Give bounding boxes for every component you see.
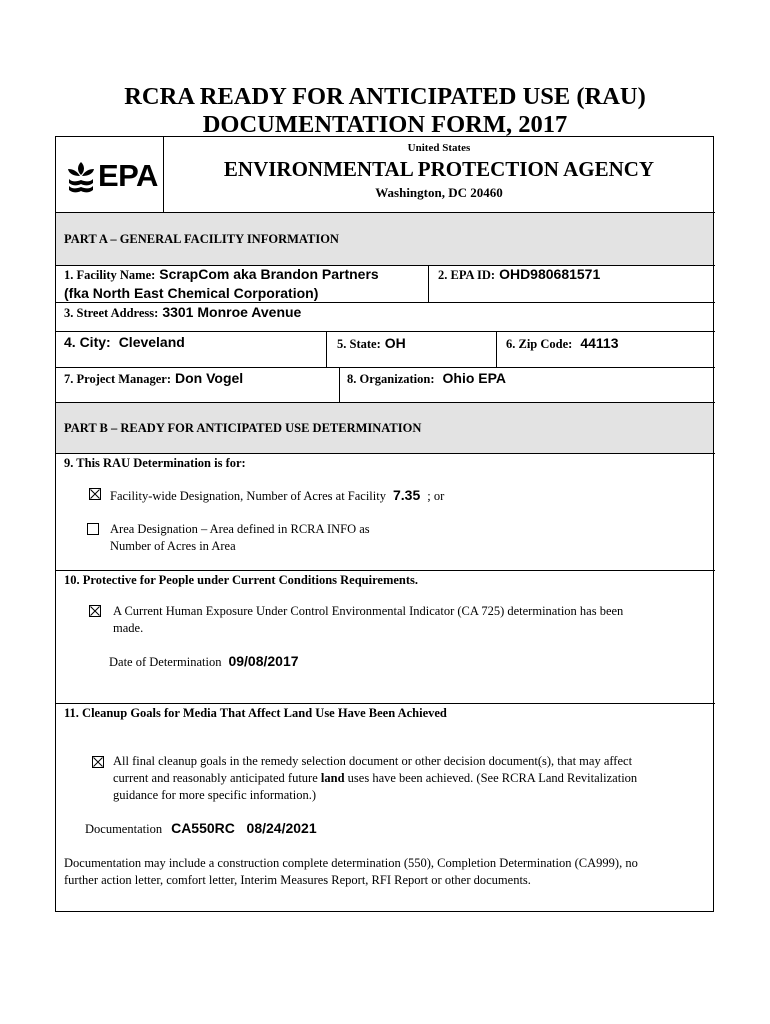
- street-address-field: [64, 304, 301, 322]
- part-b-heading: PART B – READY FOR ANTICIPATED USE DETERMINATION: [64, 421, 422, 435]
- agency-location: Washington, DC 20460: [375, 185, 503, 200]
- divider: [55, 212, 715, 213]
- epa-logo-text: EPA: [98, 158, 158, 193]
- city-field: [64, 334, 185, 352]
- epa-id-label: 2. EPA ID:: [438, 268, 496, 282]
- state-label: 5. State:: [337, 337, 381, 351]
- organization-field: [347, 370, 506, 388]
- facility-acres-value: 7.35: [392, 487, 421, 503]
- cleanup-goals-text: All final cleanup goals in the remedy selection document or other decision document(s), that may affect: [113, 754, 633, 768]
- area-designation-checkbox[interactable]: [87, 523, 99, 535]
- facility-wide-suffix: ; or: [427, 489, 445, 503]
- documentation-label: Documentation: [85, 822, 163, 836]
- organization-value: Ohio EPA: [442, 370, 507, 386]
- city-value: Cleveland: [118, 334, 185, 350]
- city-label: 4. City:: [64, 334, 111, 350]
- state-field: [337, 335, 406, 353]
- divider: [339, 367, 340, 402]
- form-title-line-1: RCRA READY FOR ANTICIPATED USE (RAU): [124, 83, 646, 110]
- facility-name-field: [64, 266, 379, 284]
- divider: [55, 453, 715, 454]
- country-text: United States: [407, 142, 471, 154]
- epa-id-field: [438, 266, 600, 284]
- divider: [55, 302, 715, 303]
- divider: [326, 331, 327, 367]
- agency-name: ENVIRONMENTAL PROTECTION AGENCY: [223, 157, 655, 181]
- cleanup-goals-text-a: current and reasonably anticipated future: [113, 771, 318, 785]
- cleanup-goals-text-b: uses have been achieved. (See RCRA Land Revitalization: [347, 771, 638, 785]
- documentation-field: [85, 820, 317, 838]
- facility-wide-option: [110, 487, 444, 505]
- area-acres-text: Number of Acres in Area: [110, 539, 236, 553]
- determination-date-field: [109, 653, 299, 671]
- project-manager-label: 7. Project Manager:: [64, 372, 172, 386]
- q10-label: 10. Protective for People under Current Conditions Requirements.: [64, 573, 419, 587]
- zip-value: 44113: [580, 335, 619, 351]
- q9-label: 9. This RAU Determination is for:: [64, 456, 246, 470]
- divider: [428, 265, 429, 302]
- documentation-note-cont: further action letter, comfort letter, Interim Measures Report, RFI Report or other documents.: [64, 873, 531, 887]
- project-manager-value: Don Vogel: [175, 370, 244, 386]
- part-a-heading: PART A – GENERAL FACILITY INFORMATION: [64, 232, 339, 246]
- human-exposure-text-cont: made.: [113, 621, 144, 635]
- human-exposure-text: A Current Human Exposure Under Control Environmental Indicator (CA 725) determination has been: [113, 604, 624, 618]
- cleanup-goals-text-end: guidance for more specific information.): [113, 788, 317, 802]
- documentation-note: Documentation may include a construction complete determination (550), Completion Determination (CA999), no: [64, 856, 638, 870]
- facility-wide-checkbox[interactable]: [89, 488, 101, 500]
- divider: [55, 703, 715, 704]
- divider: [55, 402, 715, 403]
- zip-field: [506, 335, 619, 353]
- human-exposure-checkbox[interactable]: [89, 605, 101, 617]
- divider: [55, 367, 715, 368]
- street-address-value: 3301 Monroe Avenue: [162, 304, 302, 320]
- cleanup-goals-text-cont: [113, 771, 637, 786]
- divider: [496, 331, 497, 367]
- divider: [55, 331, 715, 332]
- street-address-label: 3. Street Address:: [64, 306, 159, 320]
- organization-label: 8. Organization:: [347, 372, 435, 386]
- documentation-value: CA550RC 08/24/2021: [171, 820, 317, 836]
- q11-label: 11. Cleanup Goals for Media That Affect Land Use Have Been Achieved: [64, 706, 447, 720]
- form-title-line-2: DOCUMENTATION FORM, 2017: [202, 111, 568, 138]
- cleanup-goals-text-land: land: [320, 771, 345, 785]
- facility-name-label: 1. Facility Name:: [64, 268, 156, 282]
- zip-label: 6. Zip Code:: [506, 337, 573, 351]
- project-manager-field: [64, 370, 243, 388]
- epa-id-value: OHD980681571: [499, 266, 601, 282]
- determination-date-value: 09/08/2017: [228, 653, 299, 669]
- determination-date-label: Date of Determination: [109, 655, 222, 669]
- cleanup-goals-checkbox[interactable]: [92, 756, 104, 768]
- facility-wide-text: Facility-wide Designation, Number of Acres at Facility: [110, 489, 386, 503]
- state-value: OH: [384, 335, 406, 351]
- area-designation-text: Area Designation – Area defined in RCRA INFO as: [110, 522, 370, 536]
- facility-name-value: ScrapCom aka Brandon Partners: [159, 266, 379, 282]
- facility-name-value-line2: (fka North East Chemical Corporation): [64, 285, 319, 301]
- epa-flower-icon: [66, 160, 96, 194]
- divider: [55, 570, 715, 571]
